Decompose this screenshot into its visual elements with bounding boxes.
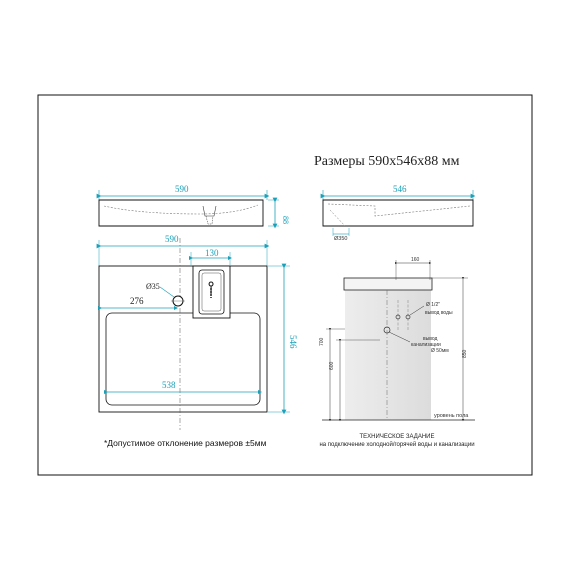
tolerance-note: *Допустимое отклонение размеров ±5мм (104, 438, 267, 448)
front-elevation (99, 184, 290, 226)
dim-600: 600 (329, 361, 335, 370)
tap-width-label: 130 (205, 248, 219, 258)
plan-width-label: 590 (165, 234, 179, 244)
water-outlet-label: вывод воды (425, 310, 453, 316)
plan-depth-label: 546 (288, 335, 298, 349)
plan-view (99, 234, 298, 430)
installation-caption-2: на подключение холодной/горячей воды и канализации (319, 442, 475, 448)
bowl-width-label: 538 (162, 380, 176, 390)
floor-level-label: уровень пола (434, 413, 469, 419)
basin-block (344, 278, 432, 290)
front-width-label: 590 (175, 184, 189, 194)
wall-area (345, 289, 431, 420)
dim-700: 700 (319, 337, 325, 346)
drain-outlet-label-2: канализации (411, 342, 441, 348)
drain-outlet-label-3: Ø 50мм (431, 348, 449, 354)
side-width-label: 546 (393, 184, 407, 194)
dimensions-title: Размеры 590х546х88 мм (314, 154, 460, 169)
installation-diagram (319, 257, 475, 448)
side-drain-label: Ø350 (334, 236, 348, 242)
side-elevation (323, 184, 473, 242)
installation-caption-1: ТЕХНИЧЕСКОЕ ЗАДАНИЕ (359, 434, 435, 440)
hole-offset-label: 276 (130, 296, 144, 306)
drain-outlet-label-1: вывод (423, 336, 438, 342)
dim-160: 160 (411, 257, 420, 263)
hole-diameter-label: Ø35 (146, 282, 160, 291)
water-outlet-size: Ø 1/2" (426, 302, 441, 308)
front-height-label: 88 (281, 216, 290, 224)
dim-850: 850 (462, 349, 468, 358)
